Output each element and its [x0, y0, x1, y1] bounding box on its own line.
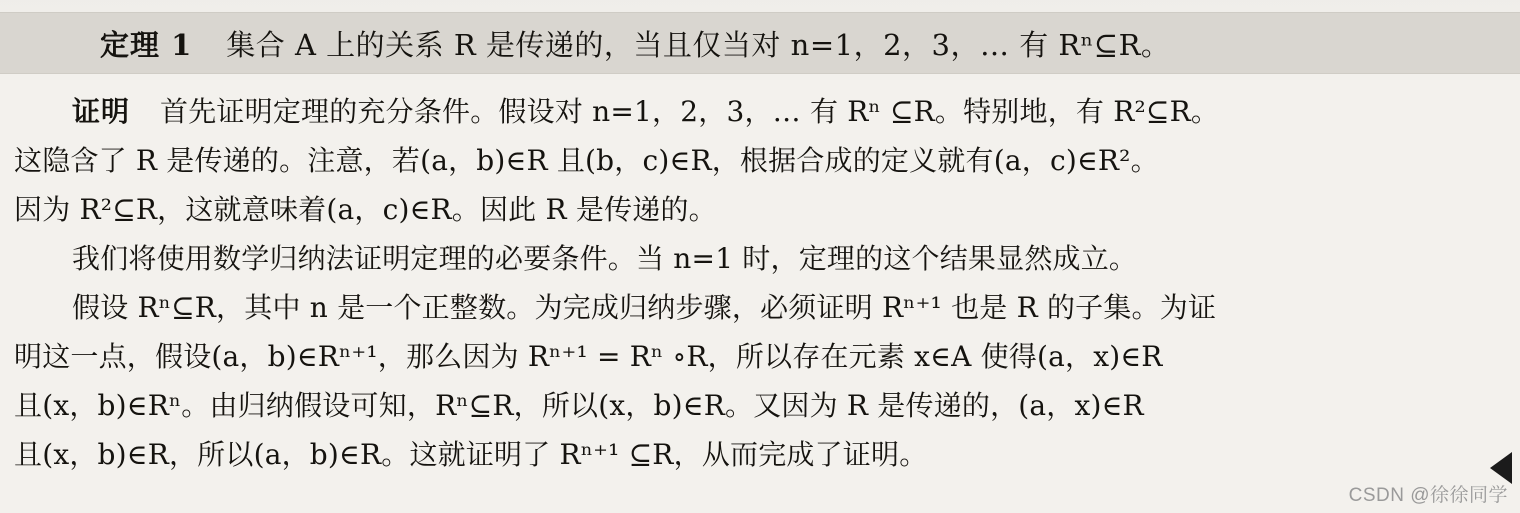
watermark-text: CSDN @徐徐同学: [1348, 485, 1508, 506]
proof-body: [14, 88, 1510, 480]
proof-text-line: 首先证明定理的充分条件。假设对 n=1，2，3，… 有 Rⁿ ⊆R。特别地，有 R²⊆R。: [160, 95, 1220, 128]
theorem-label: 定理 1: [100, 27, 193, 62]
proof-paragraph-1-line-1: [14, 88, 1510, 135]
theorem-banner: [0, 12, 1520, 74]
proof-text-line: 假设 Rⁿ⊆R，其中 n 是一个正整数。为完成归纳步骤，必须证明 Rⁿ⁺¹ 也是 R 的子集。为证: [72, 291, 1217, 324]
proof-paragraph-3-line-3: [14, 382, 1510, 429]
proof-paragraph-3-line-2: [14, 333, 1510, 380]
proof-text-line: 我们将使用数学归纳法证明定理的必要条件。当 n=1 时，定理的这个结果显然成立。: [72, 242, 1138, 275]
proof-label: 证明: [72, 95, 131, 128]
proof-text-line: 因为 R²⊆R，这就意味着(a，c)∈R。因此 R 是传递的。: [14, 193, 717, 226]
proof-paragraph-1-line-2: [14, 137, 1510, 184]
proof-text-line: 明这一点，假设(a，b)∈Rⁿ⁺¹，那么因为 Rⁿ⁺¹ = Rⁿ ∘R，所以存在元素 x∈A 使得(a，x)∈R: [14, 340, 1163, 373]
proof-paragraph-3-line-1: [14, 284, 1510, 331]
proof-text-line: 且(x，b)∈R，所以(a，b)∈R。这就证明了 Rⁿ⁺¹ ⊆R，从而完成了证明。: [14, 438, 928, 471]
proof-paragraph-3-line-4: [14, 431, 1510, 478]
proof-paragraph-1-line-3: [14, 186, 1510, 233]
proof-paragraph-2-line-1: [14, 235, 1510, 282]
proof-text-line: 这隐含了 R 是传递的。注意，若(a，b)∈R 且(b，c)∈R，根据合成的定义就有(a，c)∈R²。: [14, 144, 1159, 177]
theorem-statement: 集合 A 上的关系 R 是传递的，当且仅当对 n=1，2，3，… 有 Rⁿ⊆R。: [226, 27, 1171, 62]
proof-text-line: 且(x，b)∈Rⁿ。由归纳假设可知，Rⁿ⊆R，所以(x，b)∈R。又因为 R 是传递的，(a，x)∈R: [14, 389, 1144, 422]
